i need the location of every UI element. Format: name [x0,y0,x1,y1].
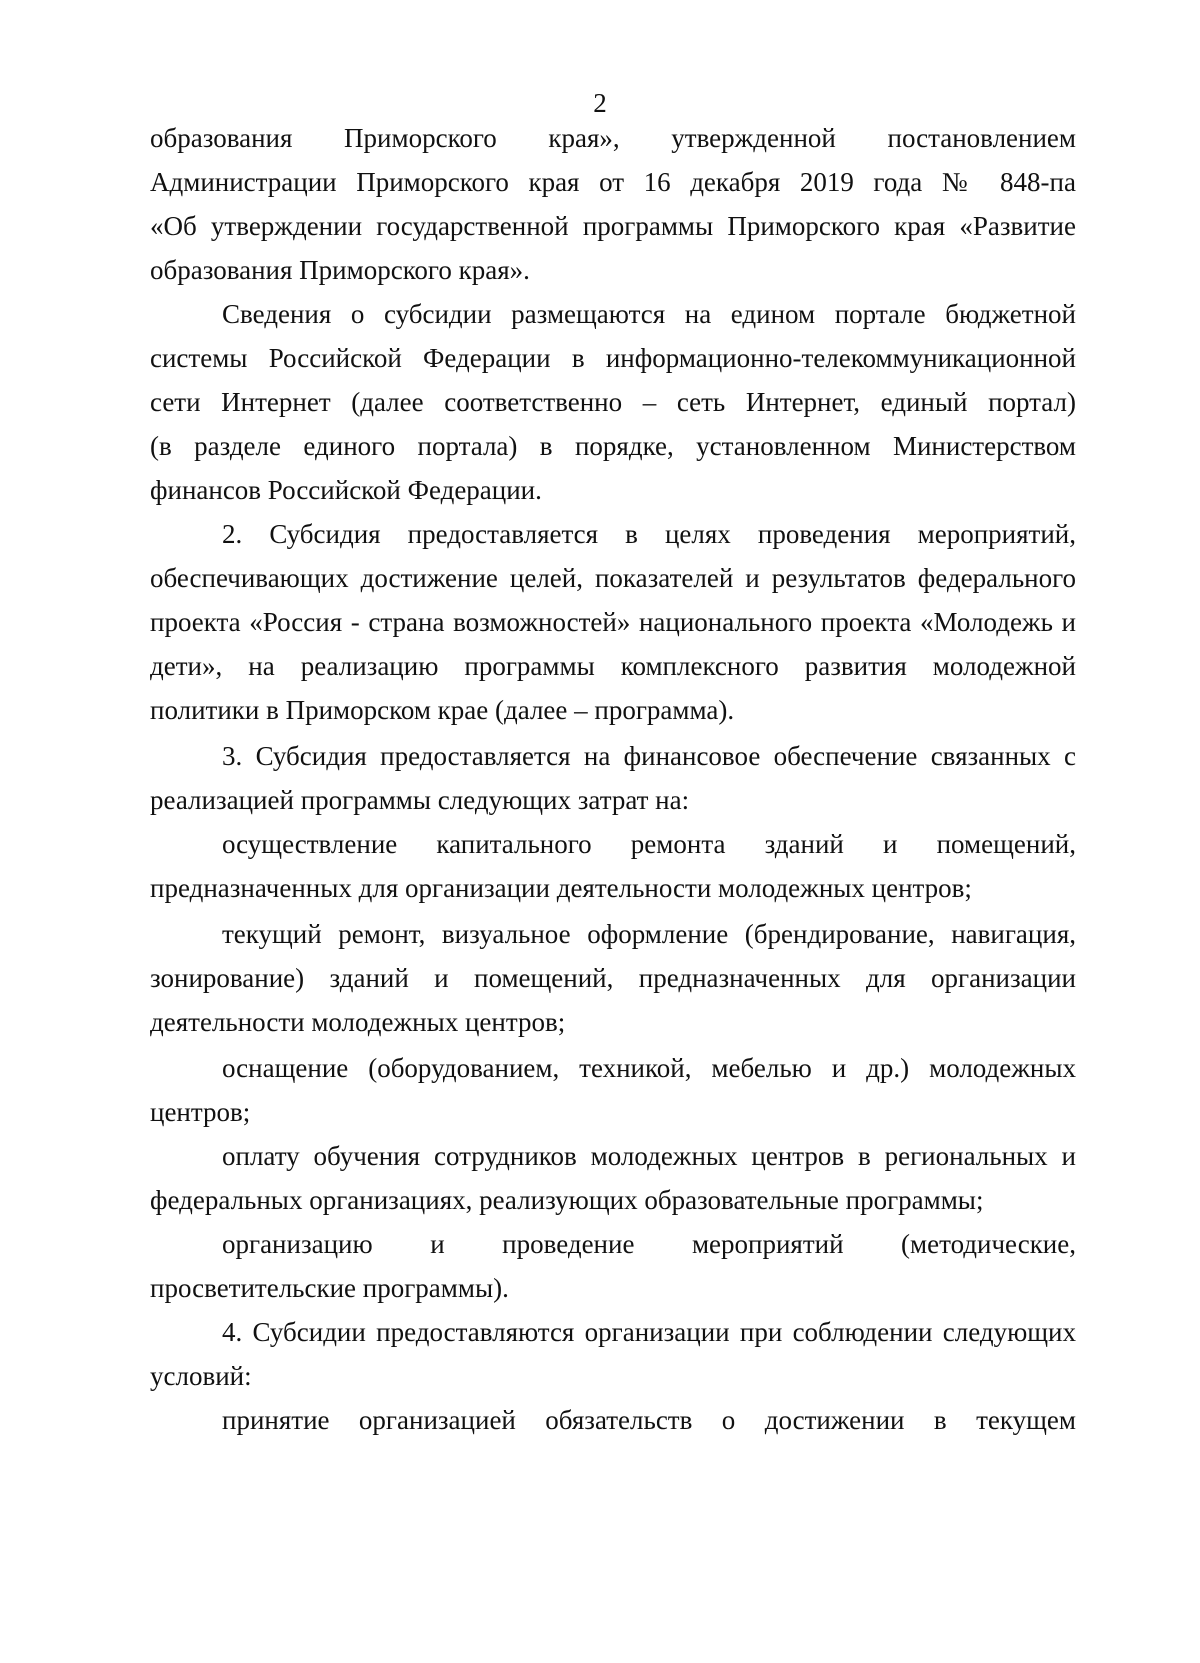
text-line: деятельности молодежных центров; [150,1007,566,1037]
text-line: осуществление капитального ремонта зданий и помещений, [222,829,1076,859]
text-line: организацию и проведение мероприятий (методические, [222,1229,1076,1259]
text-line: принятие организацией обязательств о достижении в текущем [222,1405,1076,1435]
text-line: 2. Субсидия предоставляется в целях проведения мероприятий, [222,519,1076,549]
text-line: предназначенных для организации деятельности молодежных центров; [150,873,972,903]
text-line: оснащение (оборудованием, техникой, мебелью и др.) молодежных [222,1053,1076,1083]
text-line: реализацией программы следующих затрат на: [150,785,690,815]
text-line: 4. Субсидии предоставляются организации при соблюдении следующих [222,1317,1076,1347]
text-line: федеральных организациях, реализующих образовательные программы; [150,1185,984,1215]
text-line: Сведения о субсидии размещаются на едином портале бюджетной [222,299,1076,329]
text-line: сети Интернет (далее соответственно – сеть Интернет, единый портал) [150,387,1076,417]
text-line: условий: [150,1361,252,1391]
text-line: центров; [150,1097,251,1127]
text-line: дети», на реализацию программы комплексного развития молодежной [150,651,1076,681]
text-line: проекта «Россия - страна возможностей» национального проекта «Молодежь и [150,607,1076,637]
text-line: Администрации Приморского края от 16 декабря 2019 года № 848-па [150,167,1076,197]
text-line: текущий ремонт, визуальное оформление (брендирование, навигация, [222,919,1076,949]
text-line: 3. Субсидия предоставляется на финансовое обеспечение связанных с [222,741,1076,771]
text-line: (в разделе единого портала) в порядке, установленном Министерством [150,431,1076,461]
text-line: системы Российской Федерации в информационно-телекоммуникационной [150,343,1076,373]
text-line: «Об утверждении государственной программы Приморского края «Развитие [150,211,1076,241]
text-line: просветительские программы). [150,1273,509,1303]
text-line: зонирование) зданий и помещений, предназначенных для организации [150,963,1076,993]
text-line: финансов Российской Федерации. [150,475,542,505]
text-line: оплату обучения сотрудников молодежных центров в региональных и [222,1141,1076,1171]
text-line: образования Приморского края». [150,255,530,285]
page-number: 2 [593,88,607,118]
text-line: образования Приморского края», утвержденной постановлением [150,123,1076,153]
text-line: обеспечивающих достижение целей, показателей и результатов федерального [150,563,1076,593]
text-line: политики в Приморском крае (далее – программа). [150,695,735,725]
